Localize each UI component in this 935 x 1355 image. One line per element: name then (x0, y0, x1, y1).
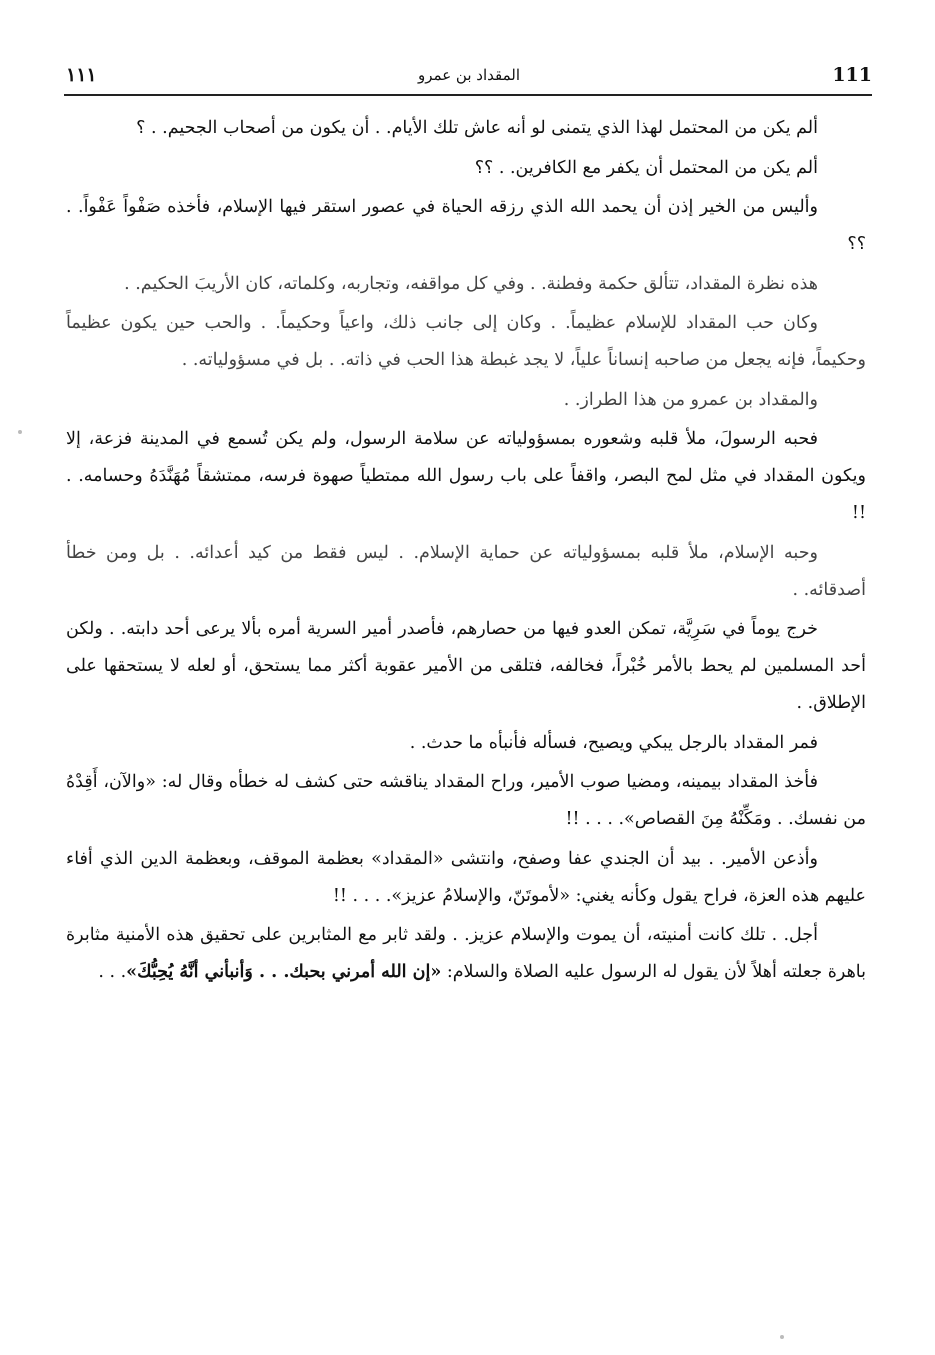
scan-speck (780, 1335, 784, 1339)
paragraph: خرج يوماً في سَرِيَّة، تمكن العدو فيها من حصارهم، فأصدر أمير السرية أمره بألا يرعى أحد دابته. . ولكن أحد المسلمين لم يحط بالأمر خُبْراً، فخالفه، فتلقى من الأمير عقوبة أكثر مما يستحق، أو لعله لا يستحقها على الإطلاق. . (66, 619, 866, 713)
page-number: 111 (832, 64, 872, 86)
paragraph: وكان حب المقداد للإسلام عظيماً. . وكان إلى جانب ذلك، واعياً وحكيماً. . والحب حين يكون عظيماً وحكيماً، فإنه يجعل من صاحبه إنساناً علياً، لا يجد غبطة هذا الحب في ذاته. . بل في مسؤولياته. . (66, 313, 866, 370)
paragraph: وحبه الإسلام، ملأ قلبه بمسؤولياته عن حماية الإسلام. . ليس فقط من كيد أعدائه. . بل ومن خطأ أصدقائه. . (66, 542, 866, 600)
page-number-arabic: ١١١ (66, 64, 97, 86)
page-header (66, 62, 872, 90)
paragraph: فحبه الرسولَ، ملأ قلبه وشعوره بمسؤولياته عن سلامة الرسول، ولم يكن تُسمع في المدينة فزعة، إلا ويكون المقداد في مثل لمح البصر، واقفاً على باب رسول الله ممتطياً صهوة فرسه، ممتشقاً مُهَنَّدَهُ وحسامه. . !! (66, 429, 866, 523)
paragraph: هذه نظرة المقداد، تتألق حكمة وفطنة. . وفي كل مواقفه، وتجاربه، وكلماته، كان الأريبَ الحكيم. . (124, 273, 818, 294)
page-body (66, 110, 866, 994)
scan-speck (18, 430, 22, 434)
prophet-quote: «إن الله أمرني بحبك. . . وَأنبأني أنَّهُ يُحِبُّكَ» (126, 962, 442, 982)
paragraph: وأذعن الأمير. . بيد أن الجندي عفا وصفح، وانتشى «المقداد» بعظمة الموقف، وبعظمة الدين الذي أفاء عليهم هذه العزة، فراح يقول وكأنه يغني: «لأموتَنّ، والإسلامُ عزيز». . . . !! (66, 848, 866, 906)
paragraph: ألم يكن من المحتمل أن يكفر مع الكافرين. . ؟؟ (474, 157, 818, 178)
running-title: المقداد بن عمرو (418, 66, 520, 84)
paragraph: والمقداد بن عمرو من هذا الطراز. . (563, 389, 818, 410)
paragraph: فمر المقداد بالرجل يبكي ويصيح، فسأله فأنبأه ما حدث. . (409, 732, 818, 753)
paragraph: وأليس من الخير إذن أن يحمد الله الذي رزقه الحياة في عصور استقر فيها الإسلام، فأخذه صَفْواً عَفْواً. . ؟؟ (66, 197, 866, 254)
paragraph: ألم يكن من المحتمل لهذا الذي يتمنى لو أنه عاش تلك الأيام. . أن يكون من أصحاب الجحيم. . ؟ (136, 118, 818, 138)
paragraph-tail: . . . (98, 962, 127, 982)
header-rule (64, 94, 872, 96)
paragraph-text: أجل. . تلك كانت أمنيته، أن يموت والإسلام عزيز. . ولقد ثابر مع المثابرين على تحقيق هذه الأمنية مثابرة باهرة جعلته أهلاً لأن يقول له الرسول عليه الصلاة والسلام: (66, 925, 866, 982)
paragraph: فأخذ المقداد بيمينه، ومضيا صوب الأمير، وراح المقداد يناقشه حتى كشف له خطأه وقال له: «والآن، أَقِدْهُ من نفسك. . ومَكِّنْهُ مِنَ القصاص». . . . !! (66, 772, 866, 829)
paragraph-last (66, 917, 866, 991)
